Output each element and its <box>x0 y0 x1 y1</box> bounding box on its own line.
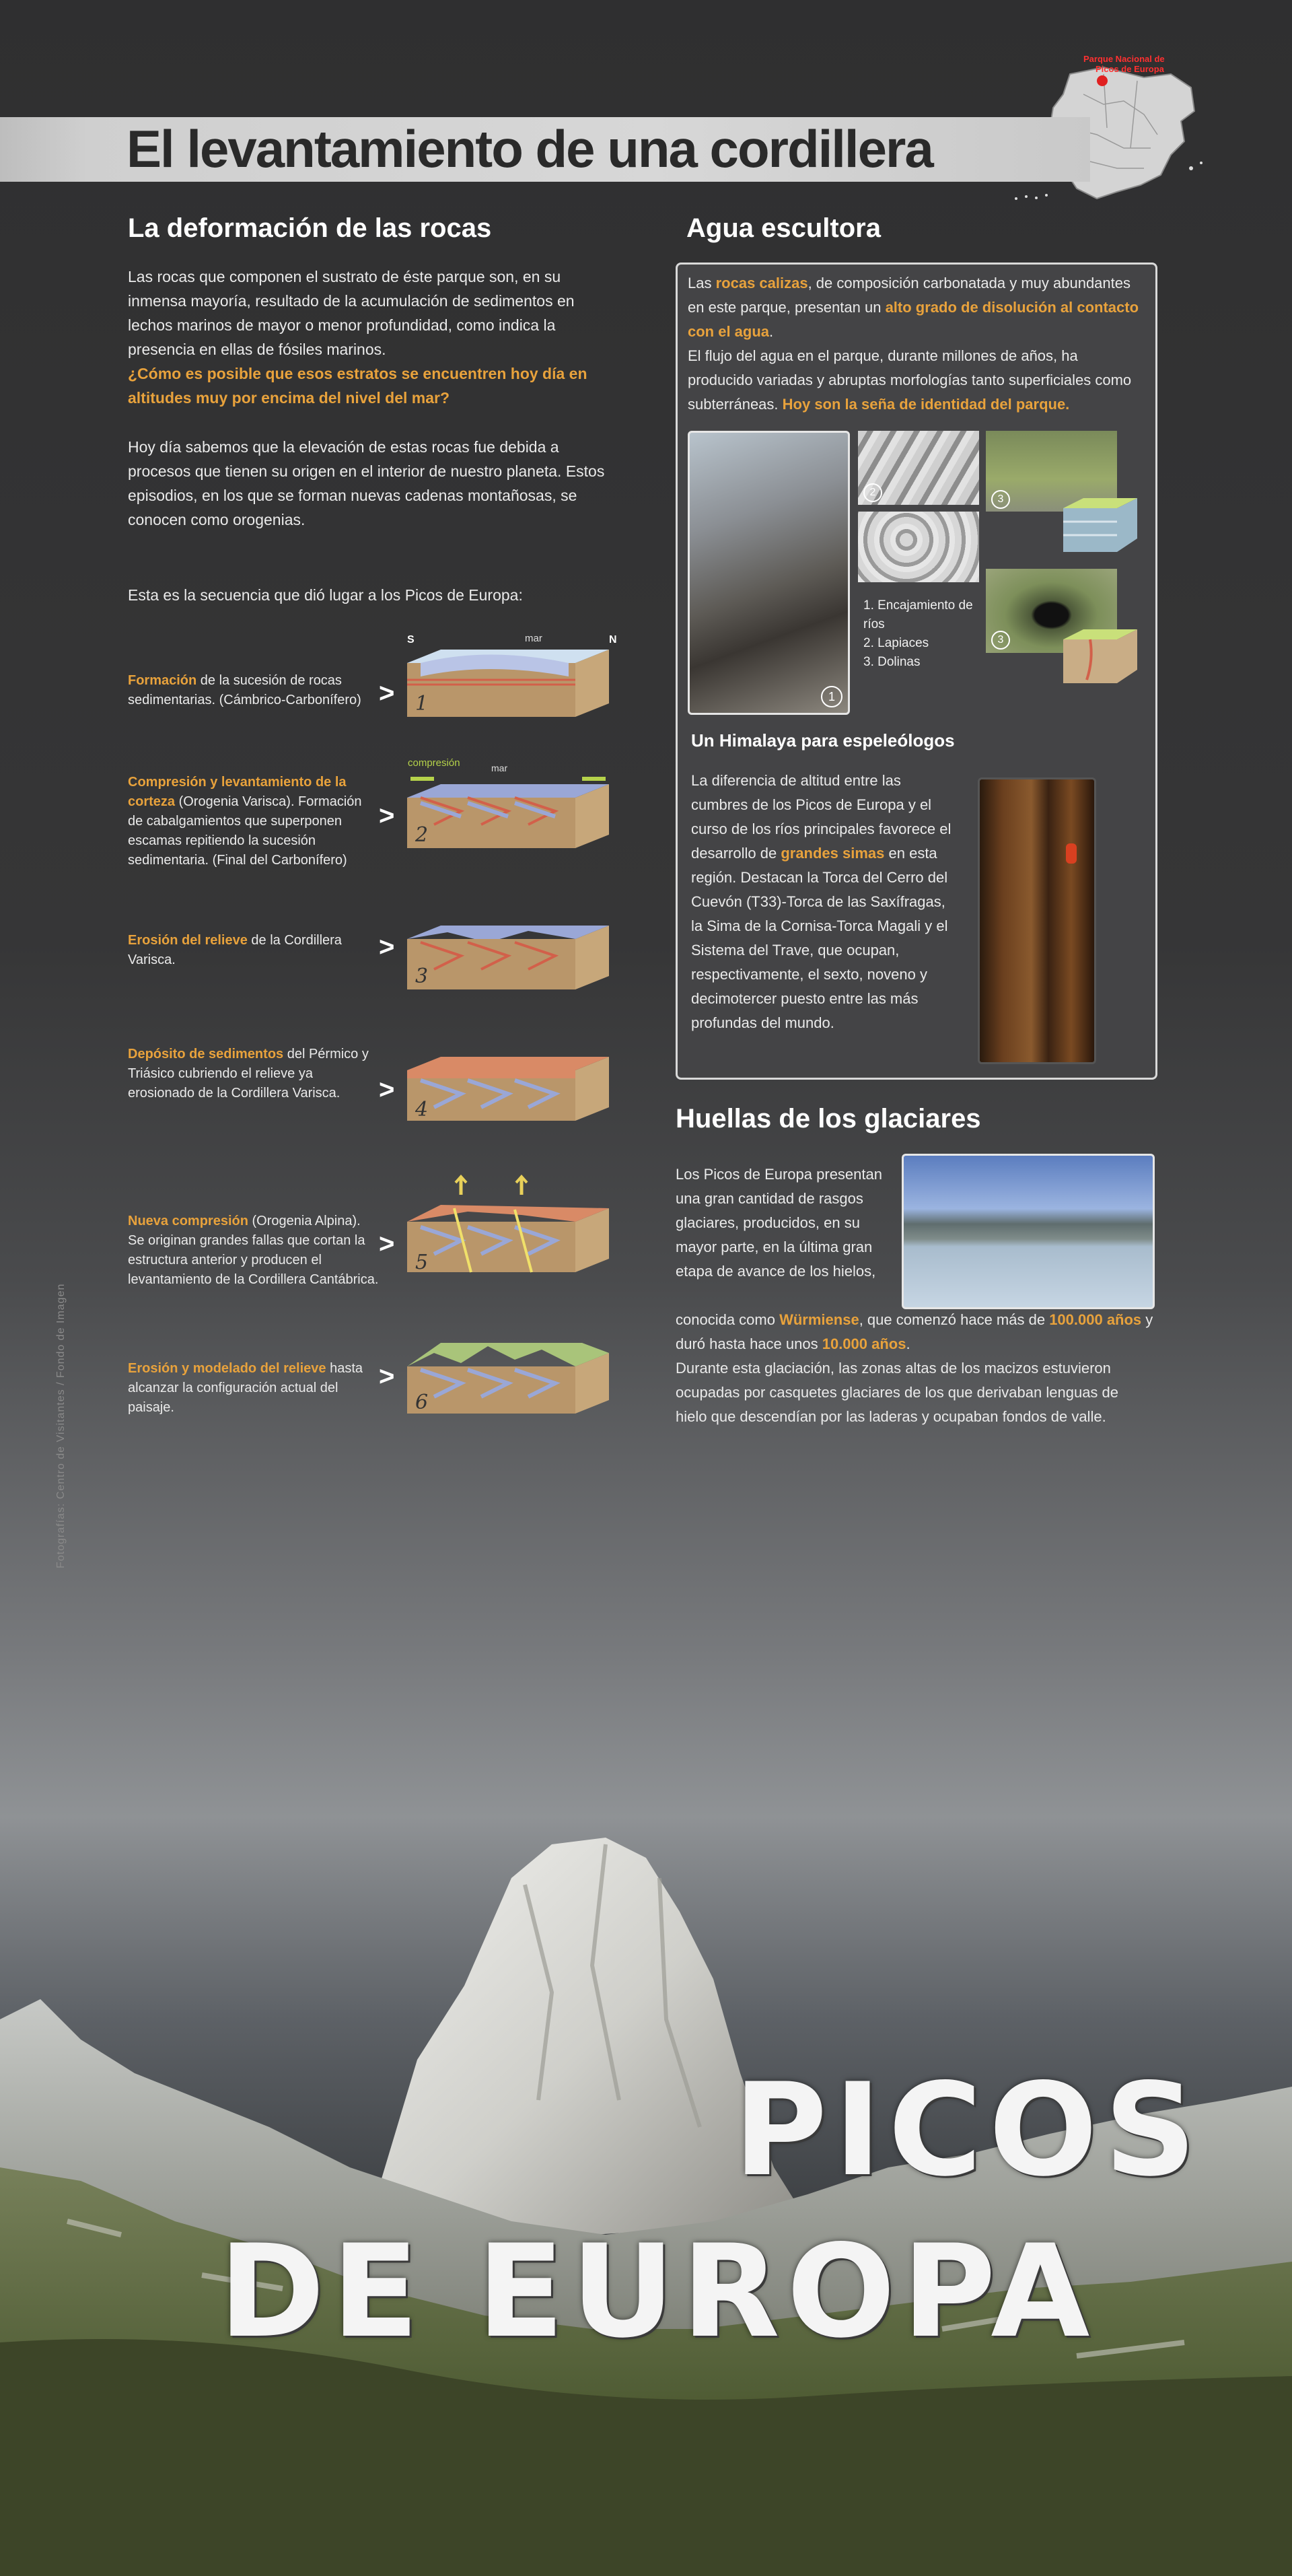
orogeny-text: Hoy día sabemos que la elevación de estas rocas fue debida a procesos que tienen su origen en el interior de nuestro planeta. Estos episodios, en los que se forman nuevas cadenas montañosas, se conocen como orogenias. <box>128 438 605 528</box>
glaciers-text-2: conocida como Würmiense, que comenzó hace más de 100.000 años y duró hasta hace unos 10.000 años. Durante esta glaciación, las zonas altas de los macizos estuvieron ocupadas por casquetes glaciares de los que derivaban lenguas de hielo que descendían por las laderas y ocupaban fondos de valle. <box>676 1311 1153 1425</box>
step-5-arrow: > <box>379 1229 395 1259</box>
diagram-6 <box>407 1336 616 1417</box>
diagram-2-number: 2 <box>415 823 429 847</box>
caption-lapiaz: 2. Lapiaces <box>863 636 929 650</box>
diagram-compression-label: compresión <box>408 757 460 769</box>
step-6-text: Erosión y modelado del relieve hasta alcanzar la configuración actual del paisaje. <box>128 1361 363 1415</box>
photo-credits: Fotografías: Centro de Visitantes / Fondo de Imagen <box>55 1283 67 1568</box>
diagram-6-number: 6 <box>415 1391 429 1414</box>
step-3-arrow: > <box>379 932 395 962</box>
photo-badge-3: 3 <box>991 490 1010 509</box>
step-1-text: Formación de la sucesión de rocas sedimentarias. (Cámbrico-Carbonífero) <box>128 673 361 707</box>
deformation-intro: Las rocas que componen el sustrato de éste parque son, en su inmensa mayoría, resultado de la acumulación de sedimentos en lechos marinos de mayor o menor profundidad, como indica la presencia en ellas de fósiles marinos. <box>128 268 575 358</box>
glaciers-text-1: Los Picos de Europa presentan una gran cantidad de rasgos glaciares, producidos, en su mayor parte, en la última gran etapa de avance de los hielos, <box>676 1166 882 1280</box>
diagram-sea-label: mar <box>525 633 542 644</box>
diagram-1-number: 1 <box>415 692 429 716</box>
caver-figure <box>1066 843 1077 864</box>
diagram-4 <box>407 1043 616 1124</box>
doline-diagram-1 <box>1056 488 1144 555</box>
deformation-text <box>128 265 622 410</box>
diagram-3-number: 3 <box>415 965 429 988</box>
river-canyon-photo <box>688 431 850 715</box>
deformation-question: ¿Cómo es posible que esos estratos se encuentren hoy día en altitudes muy por encima del nivel del mar? <box>128 365 587 407</box>
himalaya-text: La diferencia de altitud entre las cumbres de los Picos de Europa y el curso de los ríos principales favorece el desarrollo de grandes simas en esta región. Destacan la Torca del Cerro del Cuevón (T33)-Torca de las Saxífragas, la Sima de la Cornisa-Torca Magali y el Sistema del Trave, que ocupan, respectivamente, el sexto, noveno y decimotercer puesto entre las más profundas del mundo. <box>691 772 952 1031</box>
lapiaz-photo-1 <box>858 431 979 505</box>
diagram-5-number: 5 <box>415 1251 429 1274</box>
caption-dolines: 3. Dolinas <box>863 655 921 669</box>
park-location-marker <box>1097 75 1108 86</box>
diagram-sea-label-2: mar <box>491 763 508 773</box>
map-label-line2: Picos de Europa <box>1096 64 1164 74</box>
step-1-arrow: > <box>379 678 395 708</box>
diagram-2 <box>407 771 616 851</box>
water-text: Las rocas calizas, de composición carbonatada y muy abundantes en este parque, presentan un alto grado de disolución al contacto con el agua. El flujo del agua en el parque, durante millones de años, ha producido variadas y abruptas morfologías tanto superficiales como subterráneas. Hoy son la seña de identidad del parque. <box>688 275 1139 413</box>
brand-line-1: PICOS <box>733 2056 1203 2204</box>
photo-badge-2: 2 <box>863 483 882 502</box>
diagram-south-label: S <box>407 634 415 646</box>
sequence-intro: Esta es la secuencia que dió lugar a los Picos de Europa: <box>128 586 523 604</box>
page-title: El levantamiento de una cordillera <box>127 119 933 178</box>
step-2-arrow: > <box>379 801 395 831</box>
caption-river-incision: 1. Encajamiento de ríos <box>863 598 973 631</box>
glaciers-heading: Huellas de los glaciares <box>676 1104 981 1134</box>
water-heading: Agua escultora <box>686 213 881 243</box>
map-label <box>1083 54 1165 74</box>
cave-shaft-photo <box>978 777 1096 1064</box>
step-3-text: Erosión del relieve de la Cordillera Varisca. <box>128 933 342 967</box>
step-2-text: Compresión y levantamiento de la corteza (Orogenia Varisca). Formación de cabalgamientos que superponen escamas repitiendo la sucesión sedimentaria. (Final del Carbonífero) <box>128 775 362 868</box>
himalaya-heading: Un Himalaya para espeleólogos <box>691 730 955 751</box>
step-5-text: Nueva compresión (Orogenia Alpina). Se originan grandes fallas que cortan la estructura anterior y producen el levantamiento de la Cordillera Cantábrica. <box>128 1214 379 1287</box>
diagram-1 <box>407 643 616 724</box>
diagram-3 <box>407 912 616 993</box>
deformation-heading: La deformación de las rocas <box>128 213 492 243</box>
diagram-north-label: N <box>609 634 617 646</box>
photo-badge-4: 3 <box>991 631 1010 650</box>
diagram-5 <box>407 1175 616 1276</box>
photo-captions <box>863 596 978 672</box>
step-4-text: Depósito de sedimentos del Pérmico y Triásico cubriendo el relieve ya erosionado de la Cordillera Varisca. <box>128 1047 369 1101</box>
doline-diagram-2 <box>1056 619 1144 687</box>
brand-line-2: DE EUROPA <box>219 2217 1097 2366</box>
step-6-arrow: > <box>379 1362 395 1391</box>
photo-badge-1: 1 <box>821 686 842 707</box>
step-4-arrow: > <box>379 1075 395 1105</box>
lapiaz-photo-2 <box>858 512 979 582</box>
diagram-4-number: 4 <box>415 1098 429 1121</box>
map-label-line1: Parque Nacional de <box>1083 54 1165 64</box>
glacial-lake-photo <box>902 1154 1155 1309</box>
